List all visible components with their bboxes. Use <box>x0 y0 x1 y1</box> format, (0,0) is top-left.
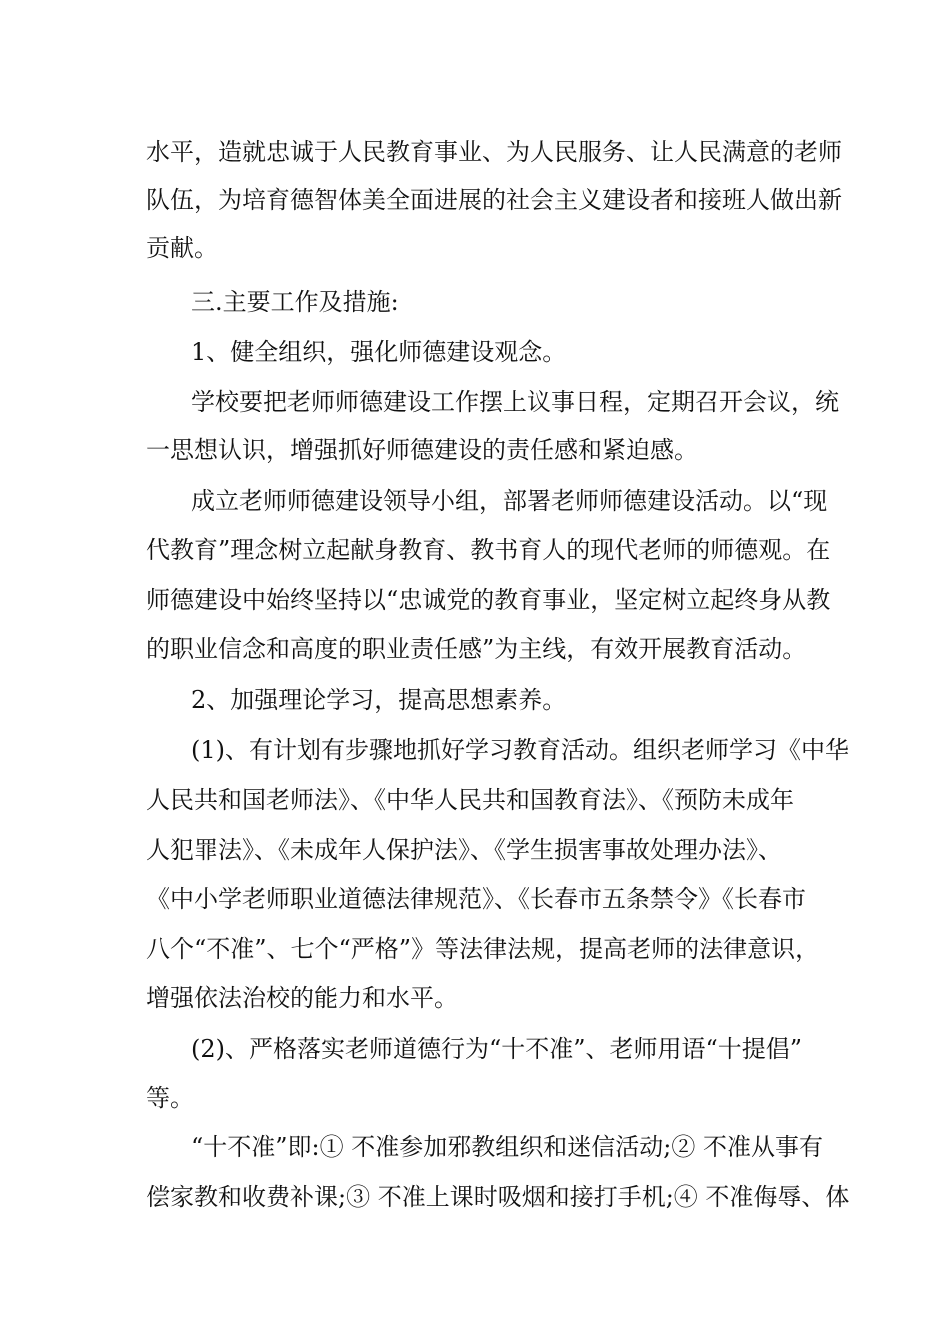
text-line: 水平，造就忠诚于人民教育事业、为人民服务、让人民满意的老师 <box>146 138 842 166</box>
text-line: 八个“不准”、七个“严格”》等法律法规，提高老师的法律意识， <box>146 935 820 963</box>
text-line: 成立老师师德建设领导小组，部署老师师德建设活动。以“现 <box>191 487 828 515</box>
text-line: 师德建设中始终坚持以“忠诚党的教育事业，坚定树立起终身从教 <box>146 586 831 614</box>
text-line: 《中小学老师职业道德法律规范》、《长春市五条禁令》《长春市 <box>146 885 806 913</box>
text-line: 人犯罪法》、《未成年人保护法》、《学生损害事故处理办法》、 <box>146 836 782 864</box>
text-line: 学校要把老师师德建设工作摆上议事日程，定期召开会议，统 <box>191 388 839 416</box>
text-line: 队伍，为培育德智体美全面进展的社会主义建设者和接班人做出新 <box>146 186 842 214</box>
subsection-heading: 2、加强理论学习，提高思想素养。 <box>191 686 567 714</box>
text-line: 贡献。 <box>146 234 218 262</box>
subsection-heading: 1、健全组织，强化师德建设观念。 <box>191 338 567 366</box>
text-line: 偿家教和收费补课;③ 不准上课时吸烟和接打手机;④ 不准侮辱、体 <box>146 1183 850 1211</box>
text-line: 一思想认识，增强抓好师德建设的责任感和紧迫感。 <box>146 436 698 464</box>
text-line: 人民共和国老师法》、《中华人民共和国教育法》、《预防未成年 <box>146 786 794 814</box>
text-line: 的职业信念和高度的职业责任感”为主线，有效开展教育活动。 <box>146 635 807 663</box>
text-line: (1)、有计划有步骤地抓好学习教育活动。组织老师学习《中华 <box>191 736 849 764</box>
text-line: “十不准”即:① 不准参加邪教组织和迷信活动;② 不准从事有 <box>191 1133 823 1161</box>
text-line: (2)、严格落实老师道德行为“十不准”、老师用语“十提倡” <box>191 1035 803 1063</box>
text-line: 代教育”理念树立起献身教育、教书育人的现代老师的师德观。在 <box>146 536 831 564</box>
section-heading: 三.主要工作及措施: <box>191 288 399 316</box>
text-line: 增强依法治校的能力和水平。 <box>146 984 458 1012</box>
text-line: 等。 <box>146 1084 194 1112</box>
